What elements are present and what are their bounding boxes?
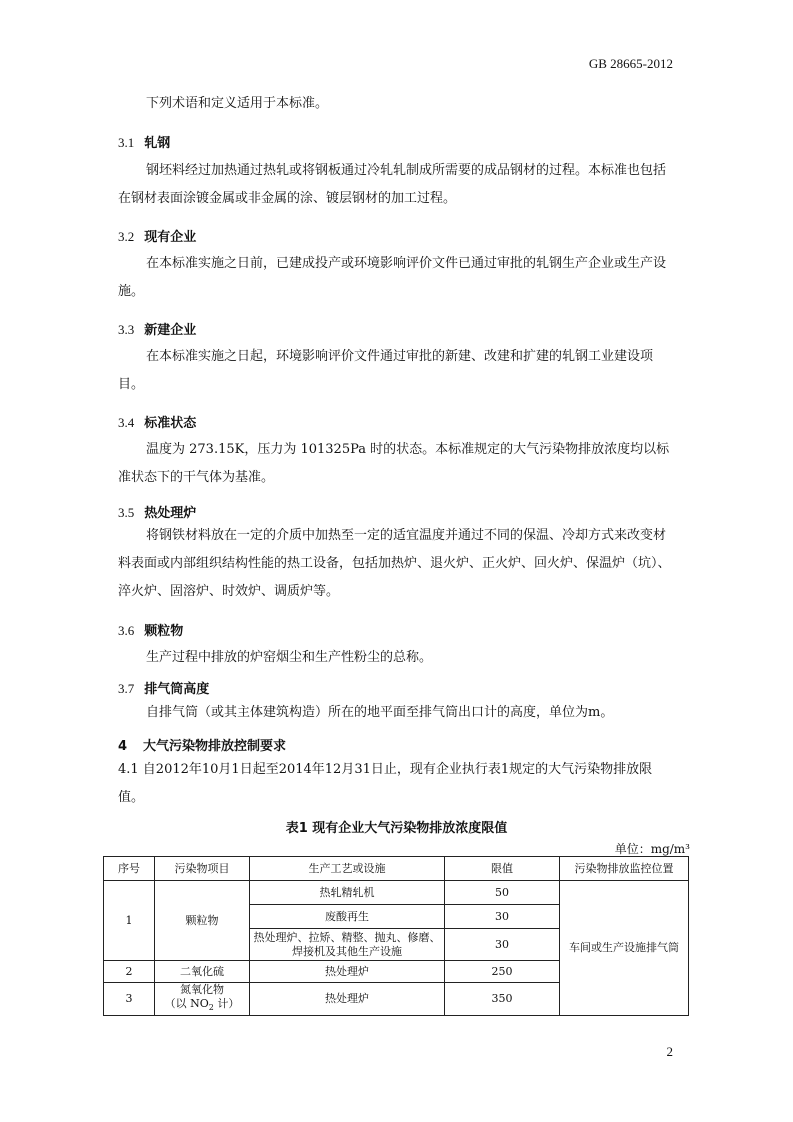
section-3-6-text: 生产过程中排放的炉窑烟尘和生产性粉尘的总称。: [146, 650, 433, 665]
limit-cell: 250: [445, 961, 560, 983]
section-number: 3.3: [118, 322, 135, 337]
pollutant-cell: [155, 983, 250, 1016]
section-number: 3.6: [118, 623, 135, 638]
header-cell: 限值: [445, 857, 560, 881]
pollutant-name: 氮氧化物: [180, 983, 224, 996]
header-cell: 污染物排放监控位置: [560, 857, 689, 881]
section-title: 现有企业: [144, 230, 197, 245]
section-title: 新建企业: [144, 323, 197, 338]
section-3-2-text: 在本标准实施之日前，已建成投产或环境影响评价文件已通过审批的轧钢生产企业或生产设施。: [118, 256, 667, 299]
section-3-6-heading: [118, 620, 183, 639]
section-number: 3.4: [118, 415, 135, 430]
pollutant-cell: 颗粒物: [155, 881, 250, 961]
section-3-7-heading: [118, 678, 209, 697]
section-3-1-heading: [118, 132, 170, 151]
chapter-number: 4: [118, 739, 128, 754]
pollutant-cell: 二氧化硫: [155, 961, 250, 983]
section-number: 3.2: [118, 229, 135, 244]
section-title: 热处理炉: [144, 506, 197, 521]
section-3-5-text: 将钢铁材料放在一定的介质中加热至一定的适宜温度并通过不同的保温、冷却方式来改变材料表面或内部组织结构性能的热工设备，包括加热炉、退火炉、正火炉、回火炉、保温炉（坑）、淬火炉、固溶炉、时效炉、调质炉等。: [118, 528, 671, 599]
section-3-2-heading: [118, 226, 196, 245]
paragraph-4-1: 4.1 自2012年10月1日起至2014年12月31日止，现有企业执行表1规定的大气污染物排放限值。: [118, 762, 653, 805]
section-3-1-text: 钢坯料经过加热通过热轧或将钢板通过冷轧轧制成所需要的成品钢材的过程。本标准也包括在钢材表面涂镀金属或非金属的涂、镀层钢材的加工过程。: [118, 163, 667, 206]
chapter-title: 大气污染物排放控制要求: [143, 739, 287, 754]
table-header-row: [104, 857, 689, 881]
seq-cell: 3: [104, 983, 155, 1016]
chapter-4-heading: [118, 735, 286, 754]
section-number: 3.1: [118, 135, 135, 150]
section-title: 轧钢: [144, 136, 171, 151]
section-number: 3.7: [118, 681, 135, 696]
pollutant-basis-end: 计）: [213, 997, 240, 1010]
standard-number: GB 28665-2012: [588, 56, 673, 71]
limit-cell: 350: [445, 983, 560, 1016]
table-unit: 单位：mg/m³: [614, 842, 690, 856]
table-row: [104, 881, 689, 905]
process-cell: 热处理炉、拉矫、精整、抛丸、修磨、焊接机及其他生产设施: [250, 929, 445, 961]
section-number: 3.5: [118, 505, 135, 520]
page-number: 2: [666, 1044, 673, 1059]
process-cell: 热处理炉: [250, 961, 445, 983]
process-cell: 废酸再生: [250, 905, 445, 929]
monitoring-location-cell: 车间或生产设施排气筒: [560, 881, 689, 1016]
emission-limits-table: [103, 856, 689, 1016]
section-3-7-text: 自排气筒（或其主体建筑构造）所在的地平面至排气筒出口计的高度，单位为m。: [146, 705, 614, 720]
section-3-5-heading: [118, 502, 196, 521]
subscript: 2: [208, 1003, 214, 1013]
limit-cell: 50: [445, 881, 560, 905]
section-title: 排气筒高度: [144, 682, 210, 697]
section-3-4-text: 温度为 273.15K，压力为 101325Pa 时的状态。本标准规定的大气污染物排放浓度均以标准状态下的干气体为基准。: [118, 442, 670, 485]
limit-cell: 30: [445, 929, 560, 961]
seq-cell: 2: [104, 961, 155, 983]
section-title: 颗粒物: [144, 624, 184, 639]
header-cell: 序号: [104, 857, 155, 881]
limit-cell: 30: [445, 905, 560, 929]
intro-paragraph: 下列术语和定义适用于本标准。: [146, 96, 329, 111]
pollutant-basis: （以 NO: [164, 997, 209, 1010]
section-3-3-heading: [118, 319, 196, 338]
header-cell: 污染物项目: [155, 857, 250, 881]
section-3-3-text: 在本标准实施之日起，环境影响评价文件通过审批的新建、改建和扩建的轧钢工业建设项目。: [118, 349, 654, 392]
section-title: 标准状态: [144, 416, 197, 431]
process-cell: 热轧精轧机: [250, 881, 445, 905]
seq-cell: 1: [104, 881, 155, 961]
table-caption: 表1 现有企业大气污染物排放浓度限值: [285, 821, 508, 836]
section-3-4-heading: [118, 412, 196, 431]
header-cell: 生产工艺或设施: [250, 857, 445, 881]
process-cell: 热处理炉: [250, 983, 445, 1016]
